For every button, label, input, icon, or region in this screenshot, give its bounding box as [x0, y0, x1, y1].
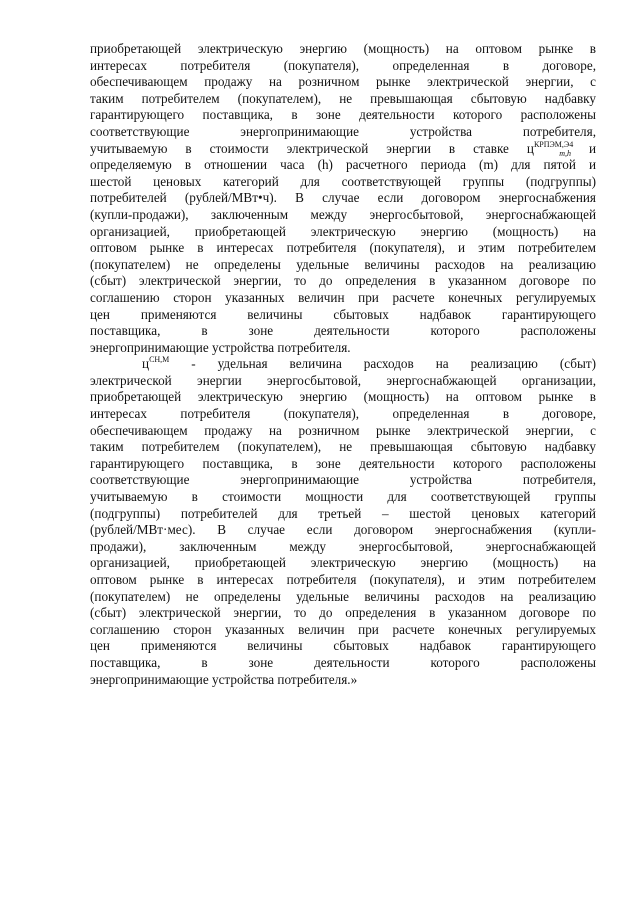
- text-line: учитываемую в стоимости мощности для соответствующей группы: [90, 489, 596, 505]
- text-line: цен применяются величины сбытовых надбавок гарантирующего: [90, 638, 596, 654]
- text-line: таким потребителем (покупателем), не превышающая сбытовую надбавку: [90, 90, 596, 106]
- text-line: (купли-продажи), заключенным между энергосбытовой, энергоснабжающей: [90, 206, 596, 222]
- formula-superscript: КРПЭМ,Э4: [533, 139, 574, 149]
- text-line: интересах потребителя (покупателя), определенная в договоре,: [90, 57, 596, 73]
- document-page: [90, 41, 596, 688]
- text-line: (сбыт) электрической энергии, то до определения в указанном договоре по: [90, 273, 596, 289]
- text-fragment: - удельная величина расходов на реализацию (сбыт): [169, 356, 596, 372]
- text-line: приобретающей электрическую энергию (мощность) на оптовом рынке в: [90, 389, 596, 405]
- text-line: цен применяются величины сбытовых надбавок гарантирующего: [90, 306, 596, 322]
- text-line: оптовом рынке в интересах потребителя (покупателя), и этим потребителем: [90, 240, 596, 256]
- text-line: обеспечивающем продажу на розничном рынке электрической энергии, с: [90, 422, 596, 438]
- formula-symbol: ц: [142, 356, 150, 372]
- text-line-with-formula: [90, 141, 596, 158]
- text-line: организацией, приобретающей электрическую энергию (мощность) на: [90, 555, 596, 571]
- text-line: обеспечивающем продажу на розничном рынке электрической энергии, с: [90, 74, 596, 90]
- text-line: оптовом рынке в интересах потребителя (покупателя), и этим потребителем: [90, 572, 596, 587]
- paragraph-2: [90, 356, 596, 688]
- text-line: приобретающей электрическую энергию (мощность) на оптовом рынке в: [90, 41, 596, 56]
- text-line: продажи), заключенным между энергосбытовой, энергоснабжающей: [90, 538, 596, 554]
- formula-cnm: [142, 356, 169, 371]
- text-line: соответствующие энергопринимающие устройства потребителя,: [90, 472, 596, 488]
- text-line: соглашению сторон указанных величин при расчете конечных регулируемых: [90, 621, 596, 637]
- paragraph-1: [90, 41, 596, 356]
- text-line: гарантирующего поставщика, в зоне деятельности которого расположены: [90, 455, 596, 471]
- text-line-with-formula: [90, 356, 596, 373]
- text-line: шестой ценовых категорий для соответствующей группы (подгруппы): [90, 173, 596, 189]
- text-line: (покупателем) не определены удельные величины расходов на реализацию: [90, 256, 596, 272]
- text-fragment: учитываемую в стоимости электрической энергии в ставке: [90, 140, 509, 156]
- text-line: соглашению сторон указанных величин при расчете конечных регулируемых: [90, 289, 596, 305]
- text-line: электрической энергии энергосбытовой, энергоснабжающей организации,: [90, 372, 596, 388]
- text-line: (покупателем) не определены удельные величины расходов на реализацию: [90, 588, 596, 604]
- formula-superscript: СН,М: [149, 355, 170, 365]
- text-line: энергопринимающие устройства потребителя.»: [90, 671, 358, 687]
- text-line: поставщика, в зоне деятельности которого расположены: [90, 654, 596, 670]
- text-line: (рублей/МВт·мес). В случае если договором энергоснабжения (купли-: [90, 522, 596, 538]
- text-line: определяемую в отношении часа (h) расчетного периода (m) для пятой и: [90, 157, 596, 173]
- text-line: соответствующие энергопринимающие устройства потребителя,: [90, 123, 596, 139]
- text-line: интересах потребителя (покупателя), определенная в договоре,: [90, 406, 596, 422]
- text-line: таким потребителем (покупателем), не превышающая сбытовую надбавку: [90, 439, 596, 455]
- formula-symbol: ц: [526, 140, 534, 156]
- formula-crpem: [526, 139, 574, 158]
- text-line: организацией, приобретающей электрическую энергию (мощность) на: [90, 223, 596, 239]
- text-line: поставщика, в зоне деятельности которого расположены: [90, 323, 596, 339]
- formula-subscript: m,h: [559, 148, 571, 158]
- text-line: потребителей (рублей/МВт•ч). В случае если договором энергоснабжения: [90, 190, 596, 206]
- text-line: энергопринимающие устройства потребителя.: [90, 339, 351, 355]
- text-line: (подгруппы) потребителей для третьей – шестой ценовых категорий: [90, 505, 596, 521]
- text-line: гарантирующего поставщика, в зоне деятельности которого расположены: [90, 107, 596, 123]
- text-fragment: и: [588, 140, 597, 156]
- text-line: (сбыт) электрической энергии, то до определения в указанном договоре по: [90, 605, 596, 621]
